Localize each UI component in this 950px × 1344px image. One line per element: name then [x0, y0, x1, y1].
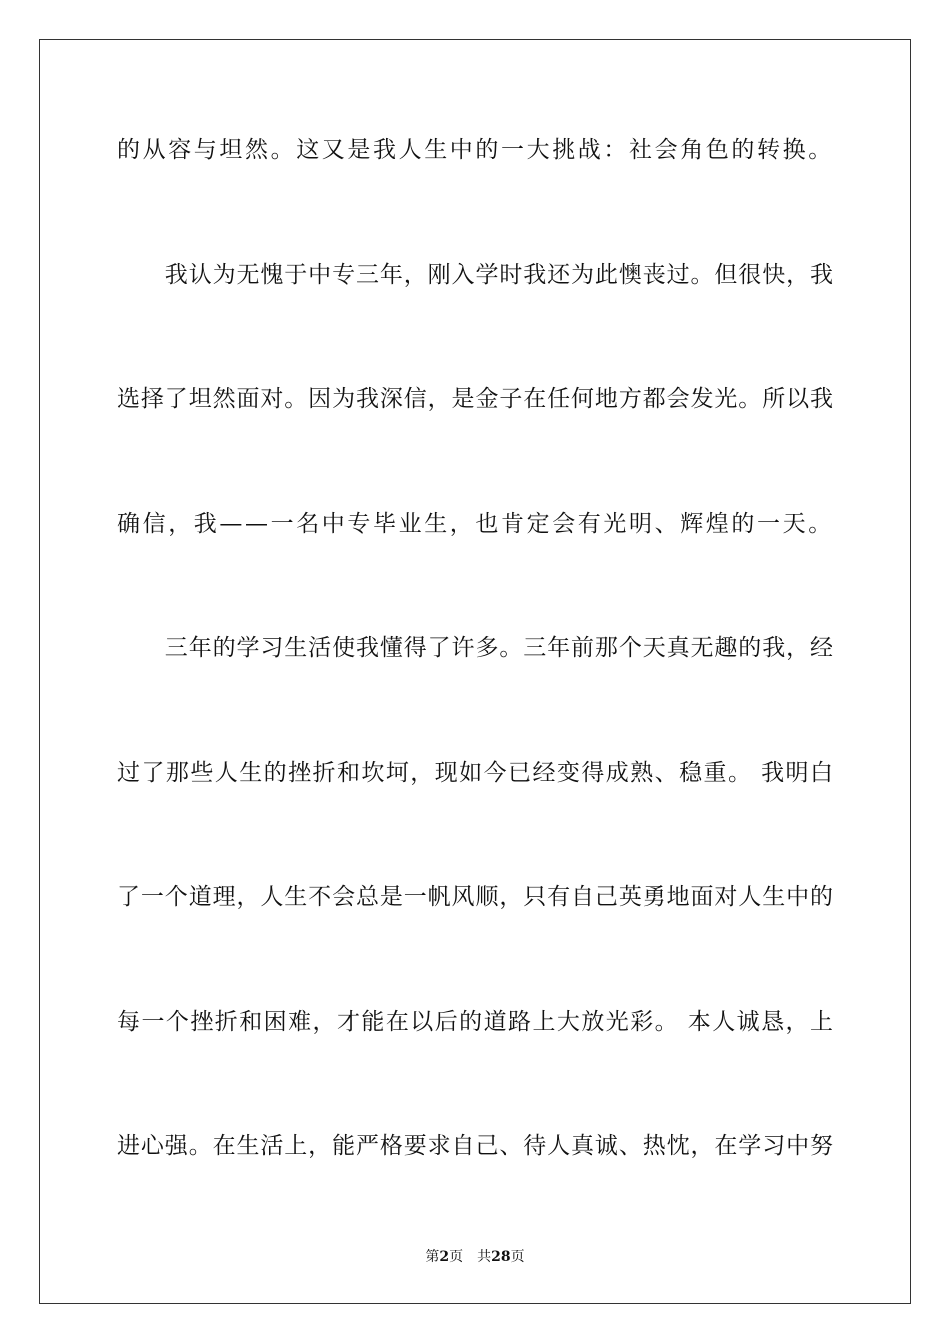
text-line-6: 过了那些人生的挫折和坎坷，现如今已经变得成熟、稳重。 我明白 [117, 760, 833, 786]
page-prefix: 第 [425, 1249, 440, 1265]
text-line-3: 选择了坦然面对。因为我深信，是金子在任何地方都会发光。所以我 [117, 386, 833, 412]
text-line-5: 三年的学习生活使我懂得了许多。三年前那个天真无趣的我，经 [117, 635, 833, 661]
text-line-2: 我认为无愧于中专三年，刚入学时我还为此懊丧过。但很快，我 [117, 262, 833, 288]
page-suffix: 页 [449, 1249, 464, 1265]
text-line-1: 的从容与坦然。这又是我人生中的一大挑战：社会角色的转换。 [117, 137, 834, 163]
page-number: 2 [439, 1249, 450, 1265]
text-line-9: 进心强。在生活上，能严格要求自己、待人真诚、热忱，在学习中努 [117, 1133, 833, 1159]
text-line-4: 确信，我——一名中专毕业生，也肯定会有光明、辉煌的一天。 [117, 511, 834, 537]
total-pages: 28 [491, 1249, 511, 1265]
page-border [39, 39, 911, 1304]
total-prefix: 共 [477, 1249, 492, 1265]
text-line-7: 了一个道理，人生不会总是一帆风顺，只有自己英勇地面对人生中的 [117, 884, 833, 910]
text-line-8: 每一个挫折和困难，才能在以后的道路上大放光彩。 本人诚恳，上 [117, 1009, 833, 1035]
total-suffix: 页 [510, 1249, 525, 1265]
page-footer [0, 1248, 950, 1266]
